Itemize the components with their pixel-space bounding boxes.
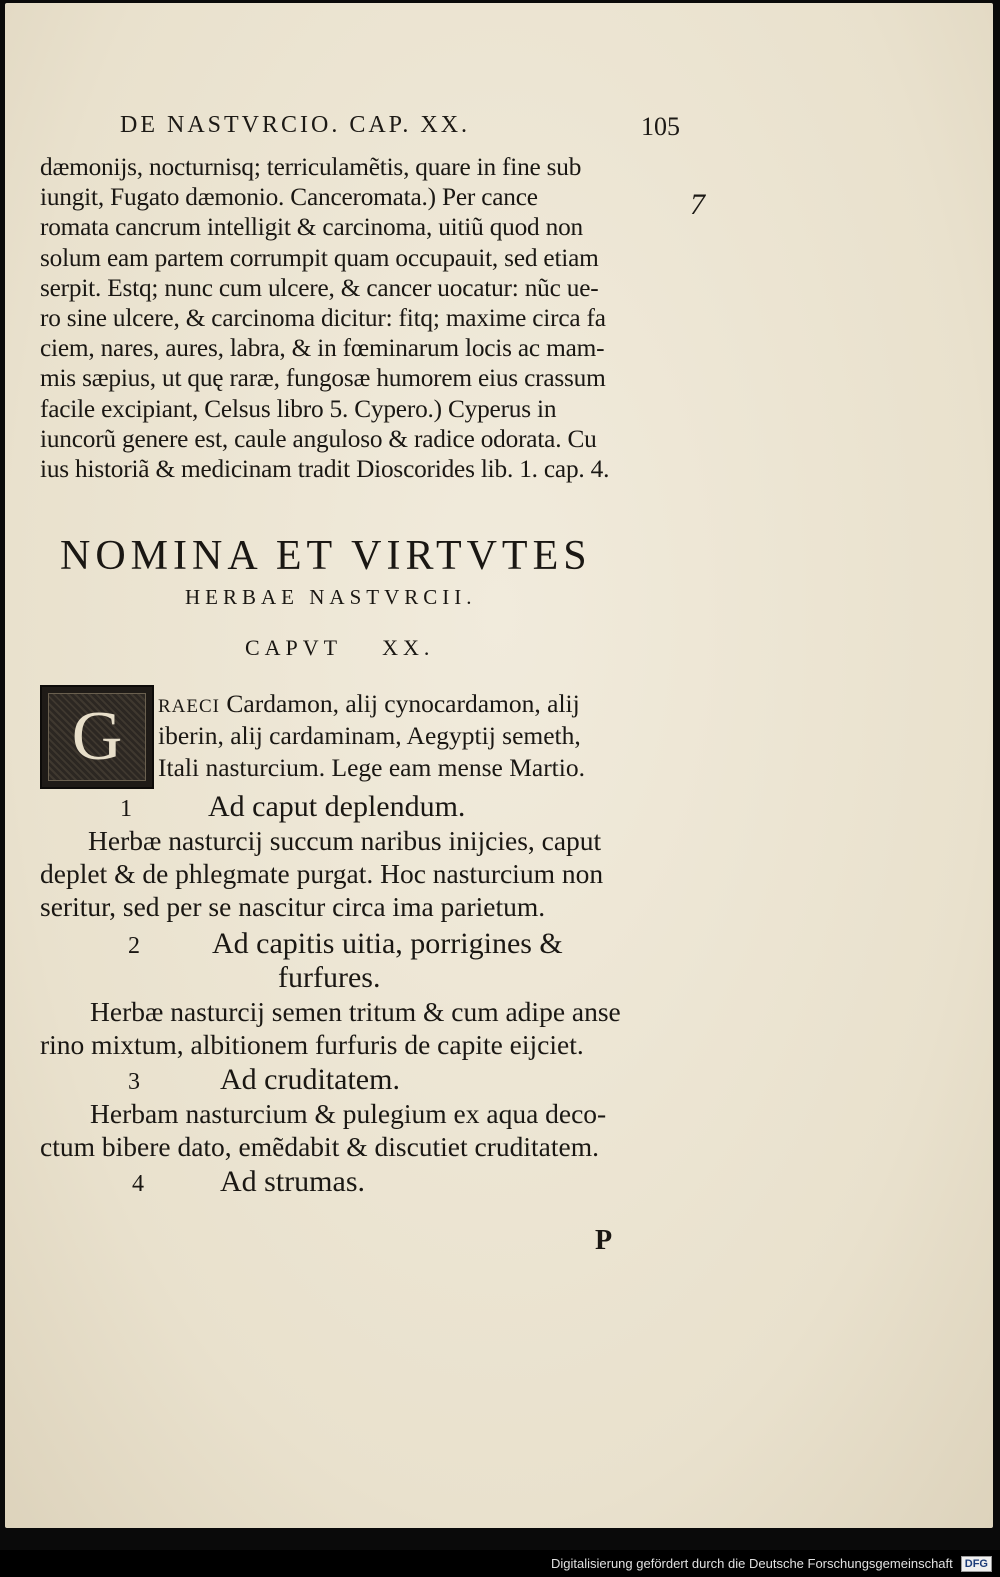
recipe-title: Ad capitis uitia, porrigines &: [212, 927, 563, 960]
footer-bar: [0, 1550, 1000, 1577]
chapter-label-word: CAPVT: [245, 635, 343, 660]
recipe-number: 4: [132, 1171, 144, 1197]
commentary-paragraph: [40, 152, 680, 484]
commentary-line: facile excipiant, Celsus libro 5. Cypero.) Cyperus in: [40, 394, 557, 423]
recipe-line: Herbam nasturcium & pulegium ex aqua deco-: [90, 1098, 607, 1129]
chapter-label: [245, 635, 434, 661]
commentary-line: dæmonijs, nocturnisq; terriculamẽtis, quare in fine sub: [40, 153, 582, 181]
signature-mark: P: [595, 1225, 613, 1256]
recipe-line: ctum bibere dato, emẽdabit & discutiet cruditatem.: [40, 1131, 599, 1162]
decorated-initial-letter: G: [48, 693, 146, 781]
recipe-title: Ad caput deplendum.: [208, 790, 466, 823]
commentary-line: iuncorũ genere est, caule angulοso & radice odorata. Cu: [40, 424, 597, 453]
running-head: [120, 112, 680, 146]
recipe-body: [40, 995, 690, 1061]
funding-credit: Digitalisierung gefördert durch die Deutsche Forschungsgemeinschaft: [550, 1556, 953, 1571]
recipe-number: 2: [128, 933, 140, 959]
recipe-number: 3: [128, 1069, 140, 1095]
recipe-line: Herbæ nasturcij succum naribus inijcies, caput: [88, 825, 602, 856]
chapter-heading: NOMINA ET VIRTVTES: [60, 533, 592, 579]
recipe-title: Ad strumas.: [220, 1165, 365, 1198]
decorated-initial: [40, 685, 154, 789]
running-title: DE NASTVRCIO. CAP. XX.: [120, 112, 471, 138]
commentary-line: iungit, Fugato dæmonio. Canceromata.) Per cance: [40, 183, 538, 212]
intro-line: [158, 688, 688, 720]
intro-line: iberin, alij cardaminam, Aegyptij semeth,: [158, 721, 581, 750]
recipe-body: [40, 1097, 690, 1163]
recipe-heading: [40, 1165, 690, 1199]
recipe-title: Ad cruditatem.: [220, 1063, 400, 1096]
recipe-heading: [40, 927, 690, 961]
recipe-item: [40, 790, 690, 923]
recipe-line: Herbæ nasturcij semen tritum & cum adipe anse: [90, 996, 621, 1027]
commentary-line: ius historiã & medicinam tradit Dioscorides lib. 1. cap. 4.: [40, 454, 610, 483]
page-number: 105: [641, 112, 680, 141]
dfg-logo: DFG: [961, 1556, 992, 1572]
commentary-line: mis sæpius, ut quę raræ, fungosæ humorem eius crassum: [40, 364, 606, 393]
recipe-body: [40, 824, 690, 923]
intro-line: Itali nasturcium. Lege eam mense Martio.: [158, 753, 585, 782]
commentary-line: ro sine ulcere, & carcinoma dicitur: fitq; maxime circa fa: [40, 303, 606, 332]
margin-note: 7: [690, 188, 705, 221]
recipe-heading-cont: [40, 961, 690, 995]
recipe-heading: [40, 1063, 690, 1097]
recipe-number: 1: [120, 796, 132, 822]
recipe-heading: [40, 790, 690, 824]
commentary-line: solum eam partem corrumpit quam occupauit, sed etiam: [40, 243, 599, 272]
intro-paragraph: [158, 688, 688, 784]
chapter-subheading: HERBAE NASTVRCII.: [185, 585, 477, 609]
intro-lead-smallcaps: RAECI: [158, 696, 220, 717]
recipe-line: seritur, sed per se nascitur circa ima parietum.: [40, 891, 546, 922]
recipe-line: rino mixtum, albitionem furfuris de capite eijciet.: [40, 1029, 584, 1060]
recipe-title-cont: furfures.: [278, 961, 381, 994]
recipe-item: [40, 927, 690, 1061]
recipe-item: [40, 1063, 690, 1163]
recipe-line: deplet & de phlegmate purgat. Hoc nasturcium non: [40, 858, 604, 889]
chapter-number: XX.: [382, 635, 435, 660]
commentary-line: ciem, nares, aures, labra, & in fœminarum locis ac mam-: [40, 334, 605, 363]
recipe-list: [40, 786, 690, 1199]
recipe-item: [40, 1165, 690, 1199]
commentary-line: serpit. Estq; nunc cum ulcere, & cancer uocatur: nũc ue-: [40, 273, 599, 302]
intro-line-text: Cardamon, alij cynocardamon, alij: [220, 689, 580, 718]
commentary-line: romata cancrum intelligit & carcinoma, uitiũ quod non: [40, 213, 583, 242]
